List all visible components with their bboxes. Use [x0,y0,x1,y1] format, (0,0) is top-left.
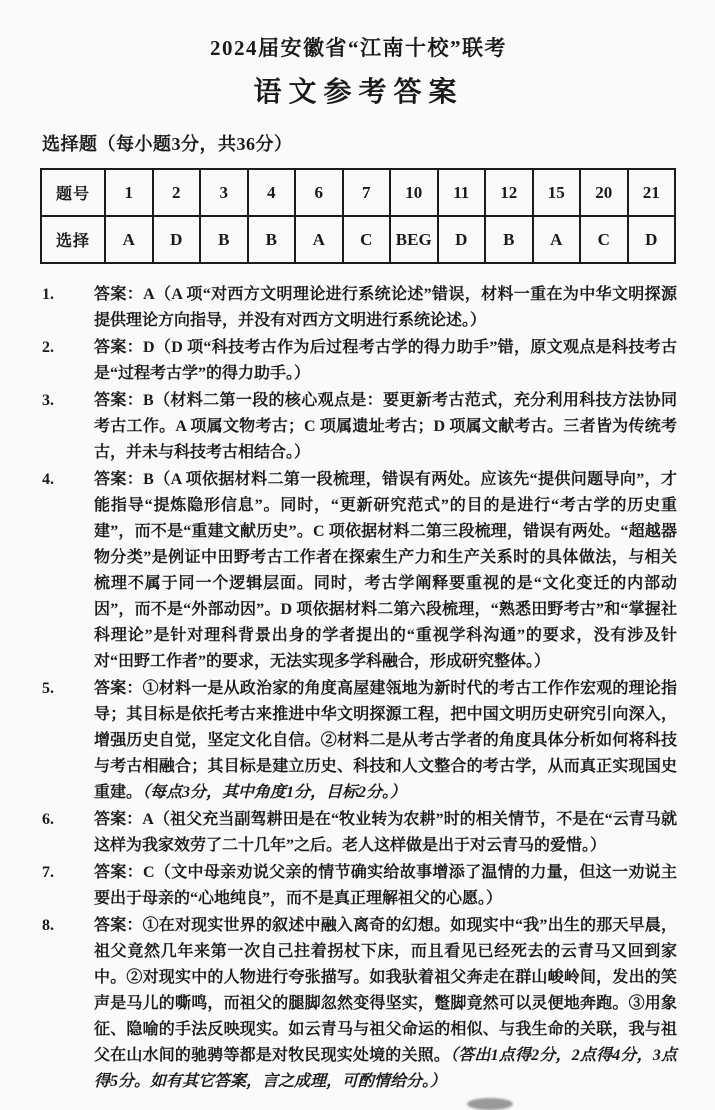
answer-body [94,335,677,387]
answer-item-5 [40,676,677,806]
answer-item-6 [40,807,677,859]
answer-text: 答案：D（D 项“科技考古作为后过程考古学的得力助手”错，原文观点是科技考古是“过程考古学”的得力助手。） [94,339,677,382]
question-number-cell: 7 [343,169,391,216]
answer-number: 6. [42,811,54,828]
score-note: （答出1点得2分，2点得4分，3点得5分。如有其它答案，言之成理，可酌情给分。） [94,1047,677,1090]
answer-body [94,807,677,859]
answer-item-2 [40,335,677,387]
answer-choice-cell: B [248,216,296,263]
answer-choice-cell: A [105,216,153,263]
score-note: （每点3分，其中角度1分，目标2分。） [142,784,407,801]
answer-choice-cell: C [580,216,628,263]
question-number-cell: 20 [580,169,628,216]
answer-number: 3. [42,392,54,409]
answer-number: 1. [42,286,54,303]
answer-choice-cell: D [153,216,201,263]
answer-body [94,913,677,1095]
section-heading: 选择题（每小题3分，共36分） [42,134,293,154]
answer-number: 2. [42,339,54,356]
scan-artifact [467,1098,513,1110]
answer-body [94,860,677,912]
answer-number: 7. [42,864,54,881]
question-number-cell: 2 [153,169,201,216]
answer-choice-cell: D [438,216,486,263]
question-number-cell: 11 [438,169,486,216]
answer-item-8 [40,913,677,1095]
answer-choice-row [41,216,675,263]
answer-body [94,388,677,466]
answer-text: 答案：C（文中母亲劝说父亲的情节确实给故事增添了温情的力量，但这一劝说主要出于母亲的“心地纯良”，而不是真正理解祖父的心愿。） [94,864,677,907]
answer-key-table [40,168,676,264]
question-number-cell: 12 [485,169,533,216]
question-number-cell: 21 [628,169,676,216]
question-number-row [41,169,675,216]
answer-text: 答案：B（A 项依据材料二第一段梳理，错误有两处。应该先“提供问题导向”，才能指导“提炼隐形信息”。同时，“更新研究范式”的目的是进行“考古学的历史重建”，而不是“重建文献历史”。C 项依据材料二第三段梳理，错误有两处。“超越器物分类”是例证中田野考古工作者在探索生产力和生产关系时的具体做法，与相关梳理不属于同一个逻辑层面。同时，考古学阐释要重视的是“文化变迁的内部动因”，而不是“外部动因”。D 项依据材料二第六段梳理，“熟悉田野考古”和“掌握社科理论”是针对理科背景出身的学者提出的“重视学科沟通”的要求，没有涉及针对“田野工作者”的要求，无法实现多学科融合，形成研究整体。） [94,471,677,670]
document-subtitle: 语文参考答案 [253,77,464,108]
row-header-choice: 选择 [41,216,105,263]
question-number-cell: 3 [200,169,248,216]
answer-body [94,282,677,334]
answer-number: 5. [42,680,54,697]
exam-title: 2024届安徽省“江南十校”联考 [210,36,507,60]
row-header-question-number: 题号 [41,169,105,216]
answer-item-1 [40,282,677,334]
answer-body [94,467,677,675]
answer-text: 答案：B（材料二第一段的核心观点是：要更新考古范式，充分利用科技方法协同考古工作。A 项属文物考古；C 项属遗址考古；D 项属文献考古。三者皆为传统考古，并未与科技考古相结合。） [94,392,677,461]
answer-number: 8. [42,917,54,934]
answer-item-4 [40,467,677,675]
answer-body [94,676,677,806]
answer-choice-cell: BEG [390,216,438,263]
question-number-cell: 1 [105,169,153,216]
answer-item-7 [40,860,677,912]
answer-text: 答案：A（A 项“对西方文明理论进行系统论述”错误，材料一重在为中华文明探源提供理论方向指导，并没有对西方文明进行系统论述。） [94,286,677,329]
answer-item-3 [40,388,677,466]
answer-explanations [40,282,677,1095]
question-number-cell: 15 [533,169,581,216]
question-number-cell: 6 [295,169,343,216]
answer-choice-cell: A [533,216,581,263]
answer-choice-cell: A [295,216,343,263]
question-number-cell: 4 [248,169,296,216]
answer-choice-cell: B [485,216,533,263]
answer-text: 答案：A（祖父充当副驾耕田是在“牧业转为农耕”时的相关情节，不是在“云青马就这样为我家效劳了二十几年”之后。老人这样做是出于对云青马的爱惜。） [94,811,677,854]
answer-choice-cell: C [343,216,391,263]
answer-choice-cell: D [628,216,676,263]
answer-text: 答案：①在对现实世界的叙述中融入离奇的幻想。如现实中“我”出生的那天早晨，祖父竟然几年来第一次自己拄着拐杖下床，而且看见已经死去的云青马又回到家中。②对现实中的人物进行夸张描写。如我驮着祖父奔走在群山峻岭间，发出的笑声是马儿的嘶鸣，而祖父的腿脚忽然变得坚实，蹩脚竟然可以灵便地奔跑。③用象征、隐喻的手法反映现实。如云青马与祖父命运的相似、与我生命的关联，我与祖父在山水间的驰骋等都是对牧民现实处境的关照。 [94,917,677,1064]
answer-text: 答案：①材料一是从政治家的角度高屋建瓴地为新时代的考古工作作宏观的理论指导；其目标是依托考古来推进中华文明探源工程，把中国文明历史研究引向深入，增强历史自觉，坚定文化自信。②材料二是从考古学者的角度具体分析如何将科技与考古相融合；其目标是建立历史、科技和人文整合的考古学，从而真正实现国史重建。 [94,680,677,801]
answer-number: 4. [42,471,54,488]
question-number-cell: 10 [390,169,438,216]
answer-choice-cell: B [200,216,248,263]
